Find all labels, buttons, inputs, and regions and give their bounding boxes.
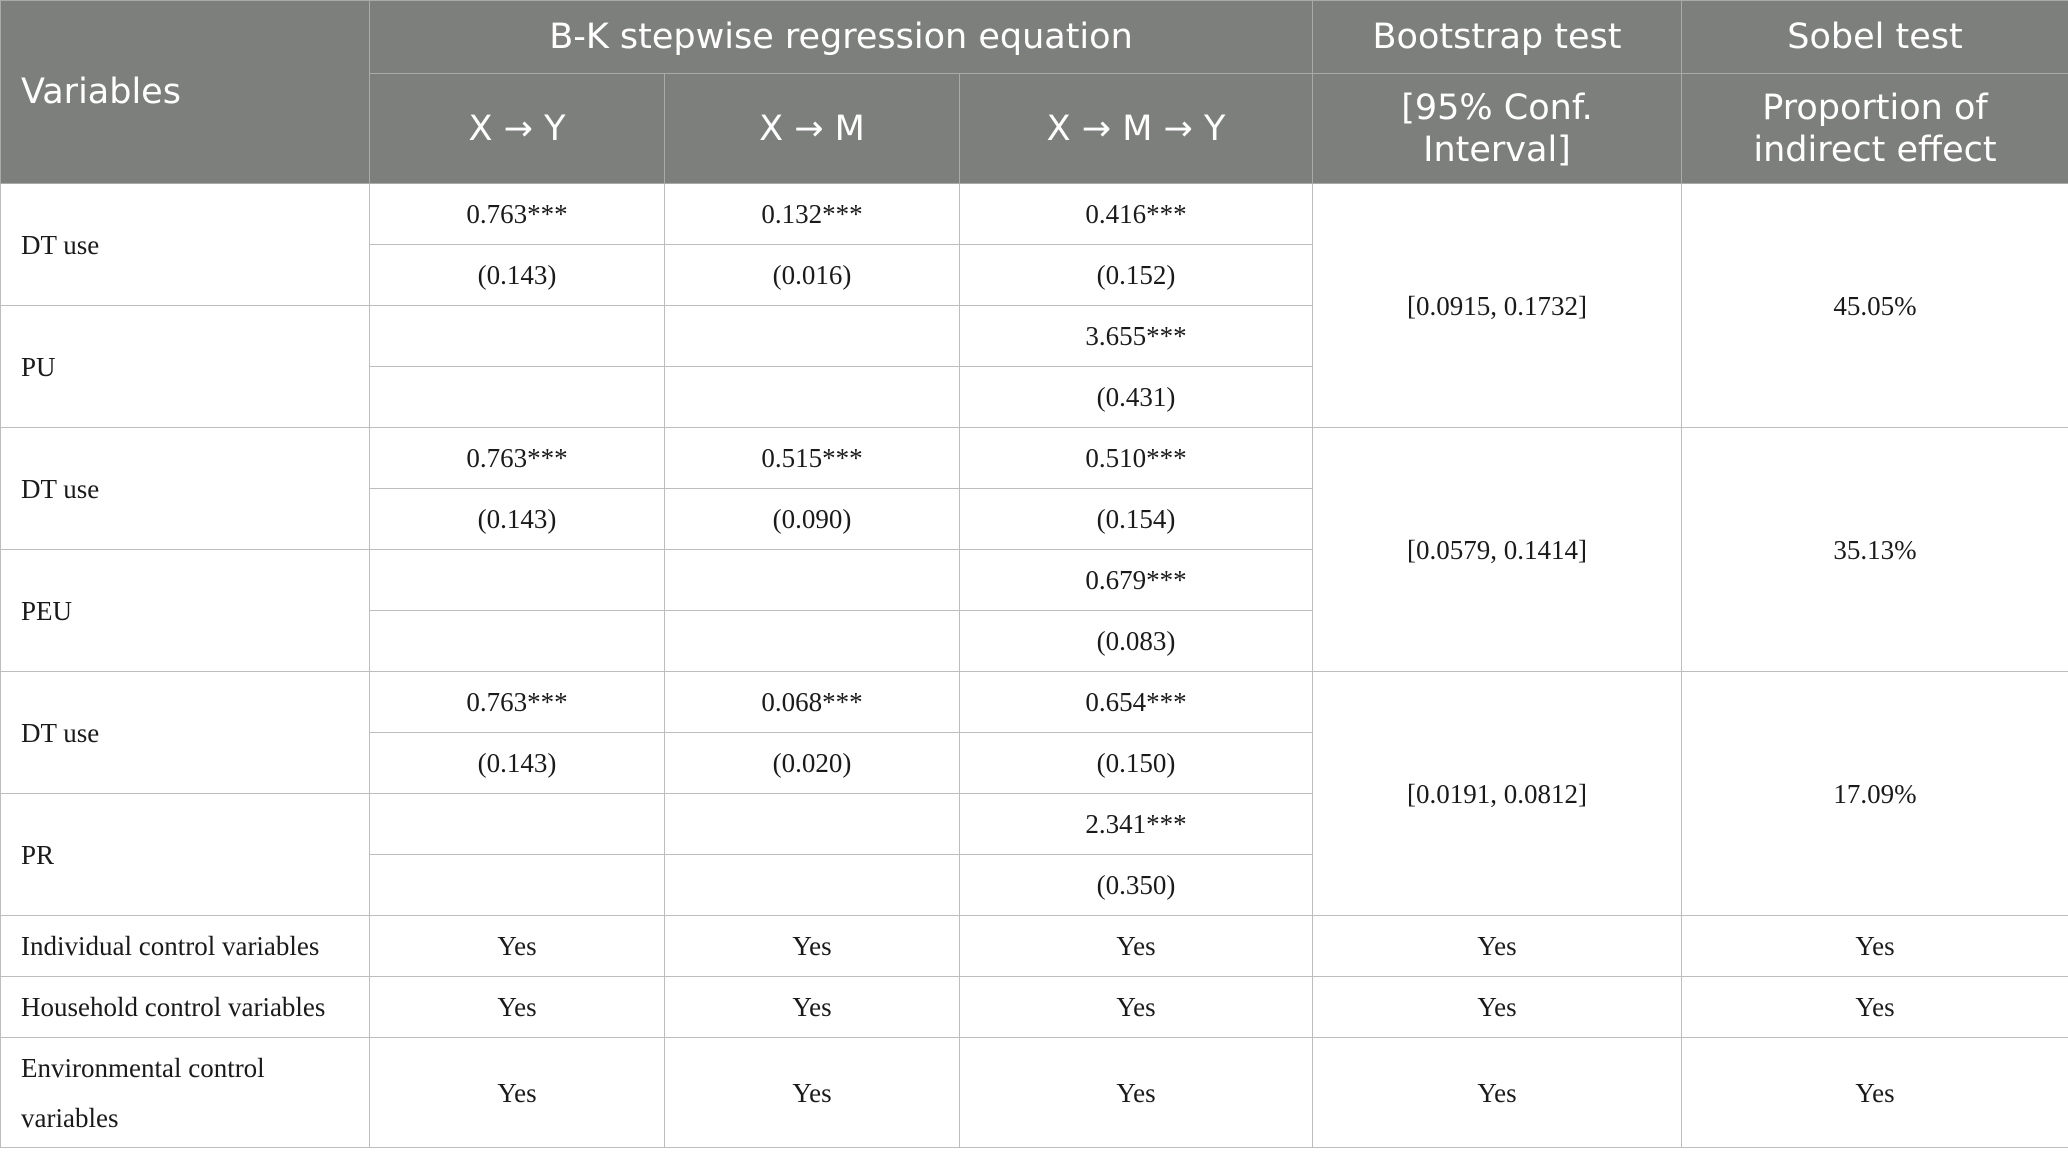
cell-empty [665,611,960,672]
cell-mediator-coef: 3.655*** [960,306,1313,367]
cell-empty [370,367,665,428]
cell-control-value: Yes [1313,916,1682,977]
cell-xm-se: (0.090) [665,489,960,550]
header-proportion: Proportion of indirect effect [1682,74,2068,184]
cell-xm-coef: 0.132*** [665,184,960,245]
cell-conf-interval: [0.0191, 0.0812] [1313,672,1682,916]
table-row [1,916,2068,977]
cell-xmy-se: (0.150) [960,733,1313,794]
cell-mediator-se: (0.083) [960,611,1313,672]
row-label-mediator: PR [1,794,370,916]
header-conf-interval: [95% Conf. Interval] [1313,74,1682,184]
cell-proportion: 45.05% [1682,184,2068,428]
header-x-m-y: X → M → Y [960,74,1313,184]
cell-xm-coef: 0.068*** [665,672,960,733]
cell-control-value: Yes [1682,977,2068,1038]
cell-control-value: Yes [665,916,960,977]
cell-control-value: Yes [1682,1038,2068,1148]
table-row [1,672,2068,733]
cell-conf-interval: [0.0579, 0.1414] [1313,428,1682,672]
table-row [1,977,2068,1038]
cell-control-value: Yes [370,916,665,977]
cell-empty [370,550,665,611]
table-row [1,428,2068,489]
cell-mediator-coef: 2.341*** [960,794,1313,855]
row-label-mediator: PEU [1,550,370,672]
row-label-control: Environmental control variables [1,1038,370,1148]
cell-empty [665,855,960,916]
cell-xm-se: (0.016) [665,245,960,306]
row-label-mediator: PU [1,306,370,428]
cell-empty [665,367,960,428]
cell-control-value: Yes [665,1038,960,1148]
cell-xmy-coef: 0.416*** [960,184,1313,245]
cell-control-value: Yes [960,916,1313,977]
cell-xy-se: (0.143) [370,245,665,306]
cell-control-value: Yes [960,1038,1313,1148]
cell-conf-interval: [0.0915, 0.1732] [1313,184,1682,428]
cell-xmy-coef: 0.654*** [960,672,1313,733]
row-label-control: Household control variables [1,977,370,1038]
row-label-treatment: DT use [1,672,370,794]
cell-xy-coef: 0.763*** [370,184,665,245]
cell-xm-se: (0.020) [665,733,960,794]
cell-xm-coef: 0.515*** [665,428,960,489]
cell-xmy-se: (0.154) [960,489,1313,550]
cell-control-value: Yes [370,977,665,1038]
header-x-y: X → Y [370,74,665,184]
cell-empty [665,550,960,611]
cell-empty [370,794,665,855]
cell-xmy-se: (0.152) [960,245,1313,306]
table-row [1,184,2068,245]
cell-mediator-se: (0.431) [960,367,1313,428]
header-bk-group: B-K stepwise regression equation [370,1,1313,74]
cell-mediator-coef: 0.679*** [960,550,1313,611]
cell-proportion: 35.13% [1682,428,2068,672]
cell-empty [370,306,665,367]
cell-empty [665,794,960,855]
cell-xmy-coef: 0.510*** [960,428,1313,489]
cell-control-value: Yes [1313,977,1682,1038]
cell-proportion: 17.09% [1682,672,2068,916]
header-bootstrap: Bootstrap test [1313,1,1682,74]
cell-empty [370,611,665,672]
cell-control-value: Yes [960,977,1313,1038]
cell-xy-coef: 0.763*** [370,428,665,489]
row-label-control: Individual control variables [1,916,370,977]
header-x-m: X → M [665,74,960,184]
cell-control-value: Yes [1313,1038,1682,1148]
cell-control-value: Yes [1682,916,2068,977]
cell-control-value: Yes [370,1038,665,1148]
cell-empty [665,306,960,367]
row-label-treatment: DT use [1,184,370,306]
cell-xy-se: (0.143) [370,489,665,550]
header-variables: Variables [1,1,370,184]
cell-control-value: Yes [665,977,960,1038]
cell-xy-se: (0.143) [370,733,665,794]
header-sobel: Sobel test [1682,1,2068,74]
cell-empty [370,855,665,916]
cell-xy-coef: 0.763*** [370,672,665,733]
row-label-treatment: DT use [1,428,370,550]
cell-mediator-se: (0.350) [960,855,1313,916]
table-row [1,1038,2068,1148]
